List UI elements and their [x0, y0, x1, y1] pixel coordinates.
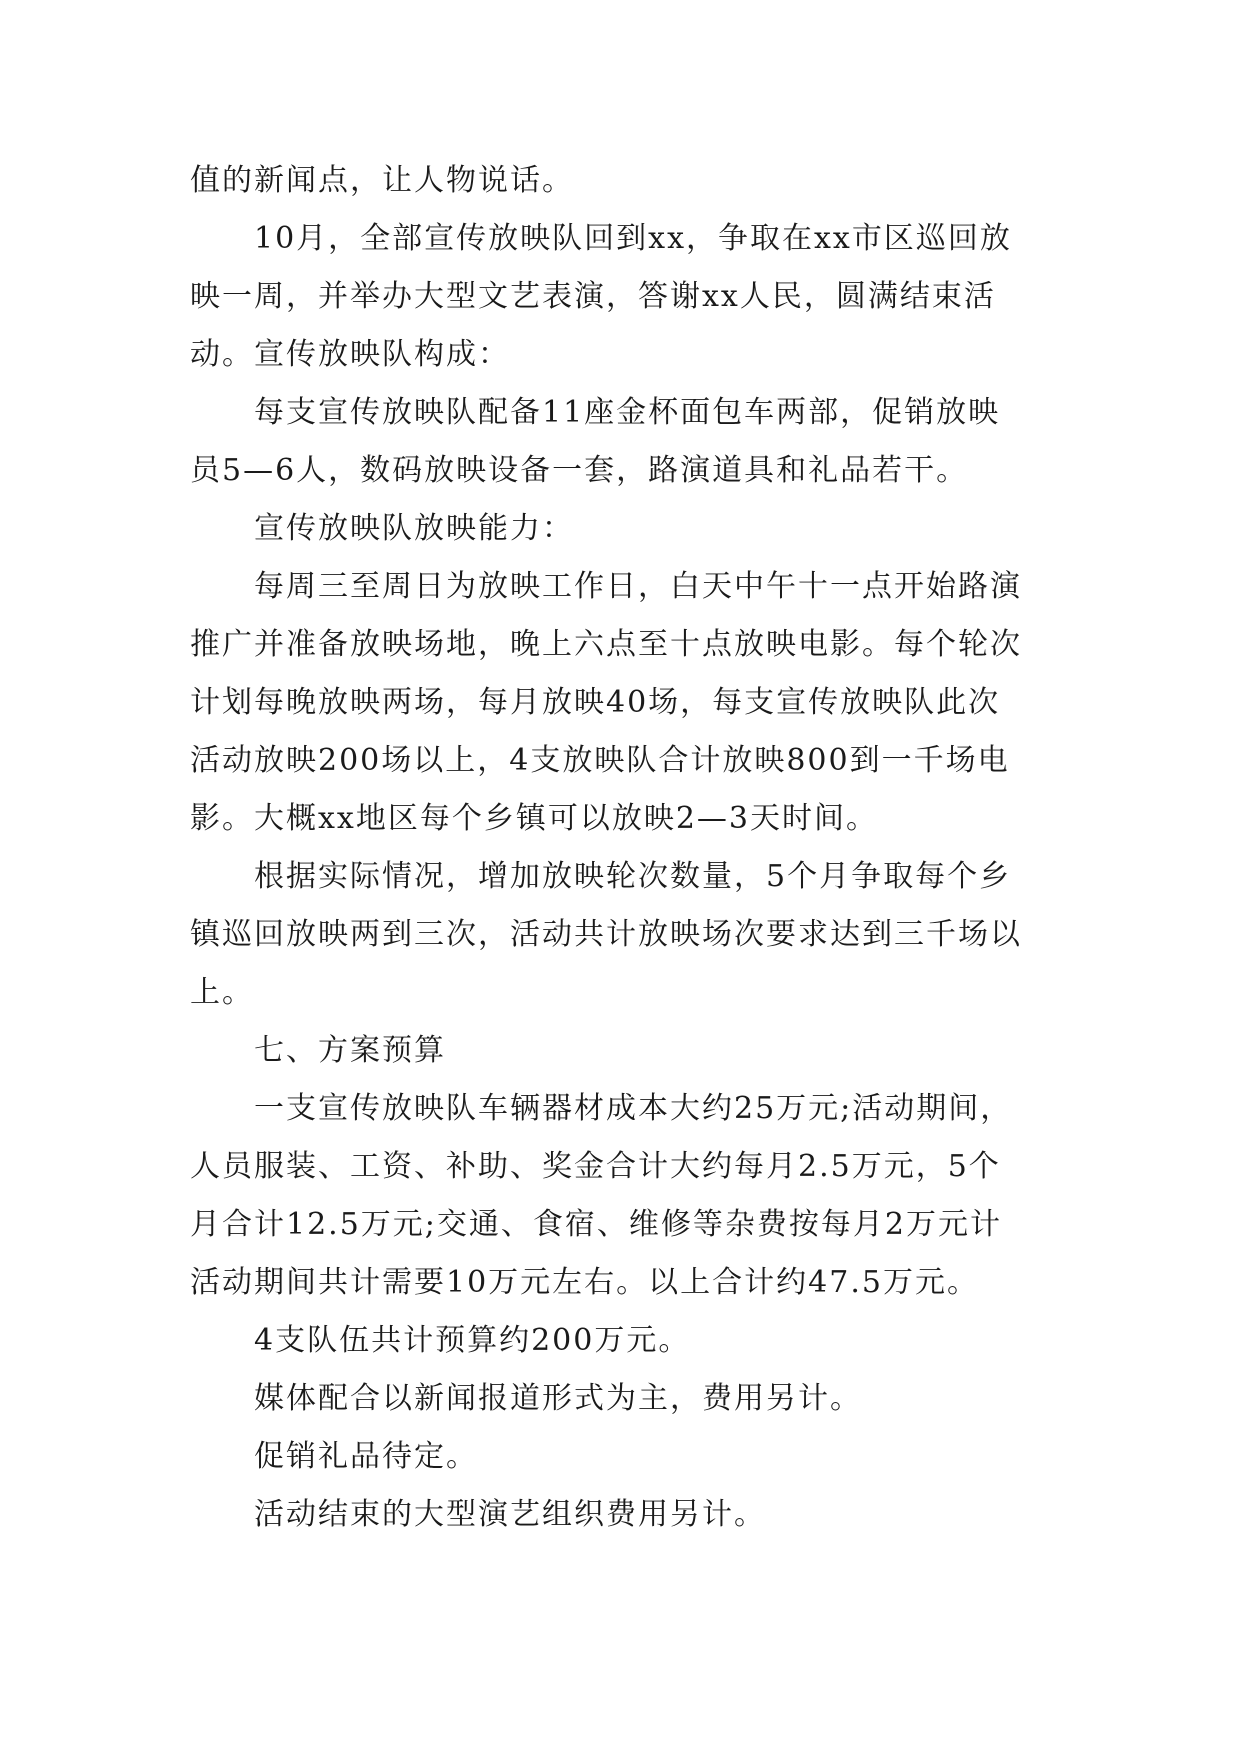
- text-line: 计划每晚放映两场，每月放映40场，每支宣传放映队此次: [190, 685, 1001, 720]
- text-line: 宣传放映队放映能力：: [254, 511, 574, 546]
- text-line: 推广并准备放映场地，晚上六点至十点放映电影。每个轮次: [190, 627, 1022, 662]
- text-line: 影。大概xx地区每个乡镇可以放映2—3天时间。: [190, 801, 879, 836]
- text-line: 动。宣传放映队构成：: [190, 337, 510, 372]
- text-line: 4支队伍共计预算约200万元。: [254, 1323, 691, 1358]
- text-line: 活动期间共计需要10万元左右。以上合计约47.5万元。: [190, 1265, 979, 1300]
- text-line: 镇巡回放映两到三次，活动共计放映场次要求达到三千场以: [190, 917, 1022, 952]
- text-line: 人员服装、工资、补助、奖金合计大约每月2.5万元，5个: [190, 1149, 1001, 1184]
- text-line: 每支宣传放映队配备11座金杯面包车两部，促销放映: [254, 395, 1001, 430]
- text-line: 一支宣传放映队车辆器材成本大约25万元;活动期间，: [254, 1091, 1013, 1126]
- text-line: 活动结束的大型演艺组织费用另计。: [254, 1497, 766, 1532]
- text-line: 值的新闻点，让人物说话。: [190, 163, 574, 198]
- text-line: 媒体配合以新闻报道形式为主，费用另计。: [254, 1381, 862, 1416]
- text-line: 10月，全部宣传放映队回到xx，争取在xx市区巡回放: [254, 221, 1012, 256]
- section-heading: 七、方案预算: [254, 1033, 446, 1068]
- body-text: [190, 152, 1050, 1544]
- text-line: 根据实际情况，增加放映轮次数量，5个月争取每个乡: [254, 859, 1012, 894]
- text-line: 促销礼品待定。: [254, 1439, 478, 1474]
- text-line: 活动放映200场以上，4支放映队合计放映800到一千场电: [190, 743, 1010, 778]
- text-line: 每周三至周日为放映工作日，白天中午十一点开始路演: [254, 569, 1022, 604]
- text-line: 员5—6人，数码放映设备一套，路演道具和礼品若干。: [190, 453, 969, 488]
- text-line: 上。: [190, 975, 254, 1010]
- text-line: 月合计12.5万元;交通、食宿、维修等杂费按每月2万元计: [190, 1207, 1002, 1242]
- text-line: 映一周，并举办大型文艺表演，答谢xx人民，圆满结束活: [190, 279, 996, 314]
